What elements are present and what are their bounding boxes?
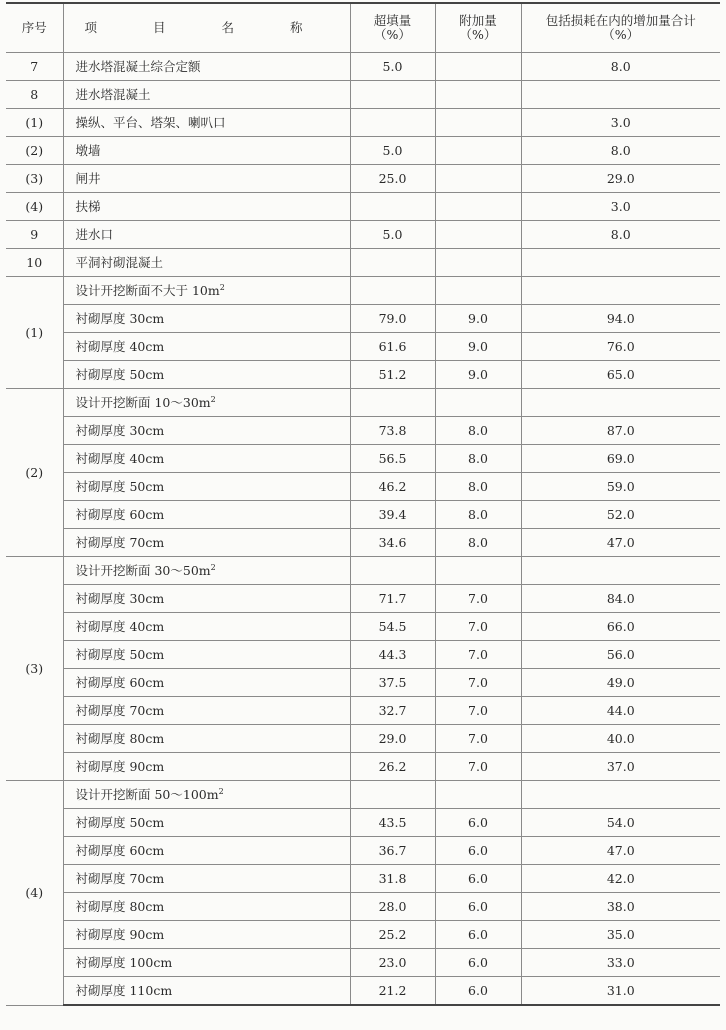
group-title-superscript: 2: [210, 394, 216, 404]
row-name: 衬砌厚度 40cm: [63, 613, 350, 641]
group-title-superscript: 2: [218, 786, 224, 796]
row-name: 衬砌厚度 70cm: [63, 697, 350, 725]
row-name: 衬砌厚度 30cm: [63, 585, 350, 613]
row-total: 76.0: [521, 333, 720, 361]
row-name: 衬砌厚度 50cm: [63, 809, 350, 837]
row-overfill: 79.0: [350, 305, 435, 333]
group-total: [521, 277, 720, 305]
table-row: [6, 585, 720, 613]
row-total: 47.0: [521, 837, 720, 865]
row-name: 进水塔混凝土综合定额: [63, 53, 350, 81]
row-overfill: 31.8: [350, 865, 435, 893]
header-overfill-label: 超填量: [373, 13, 412, 28]
row-seq: 10: [6, 249, 63, 277]
row-name: 衬砌厚度 40cm: [63, 445, 350, 473]
row-total: 66.0: [521, 613, 720, 641]
group-overfill: [350, 389, 435, 417]
group-seq: (3): [6, 557, 63, 781]
group-title: [63, 781, 350, 809]
row-overfill: 5.0: [350, 221, 435, 249]
row-overfill: 26.2: [350, 753, 435, 781]
table-row: [6, 753, 720, 781]
row-total: 40.0: [521, 725, 720, 753]
group-addition: [435, 277, 521, 305]
row-overfill: [350, 193, 435, 221]
row-name: 衬砌厚度 30cm: [63, 417, 350, 445]
row-overfill: 61.6: [350, 333, 435, 361]
table-row: [6, 529, 720, 557]
table-row: [6, 333, 720, 361]
row-seq: (2): [6, 137, 63, 165]
row-total: 35.0: [521, 921, 720, 949]
table-header: [6, 3, 720, 53]
row-overfill: 28.0: [350, 893, 435, 921]
row-name: 衬砌厚度 50cm: [63, 473, 350, 501]
group-title-text: 设计开挖断面 10～30m: [75, 394, 211, 410]
row-total: 47.0: [521, 529, 720, 557]
table-row: [6, 165, 720, 193]
header-row: [6, 3, 720, 53]
group-addition: [435, 389, 521, 417]
row-addition: 8.0: [435, 501, 521, 529]
row-total: 65.0: [521, 361, 720, 389]
row-name: 衬砌厚度 100cm: [63, 949, 350, 977]
row-addition: 7.0: [435, 669, 521, 697]
row-addition: [435, 165, 521, 193]
row-name: 衬砌厚度 70cm: [63, 529, 350, 557]
row-total: 56.0: [521, 641, 720, 669]
row-addition: 8.0: [435, 417, 521, 445]
table-row: [6, 501, 720, 529]
header-seq: 序号: [6, 3, 63, 53]
group-title-row: [6, 389, 720, 417]
row-addition: 7.0: [435, 585, 521, 613]
row-total: [521, 81, 720, 109]
row-total: 8.0: [521, 137, 720, 165]
group-overfill: [350, 277, 435, 305]
table-row: [6, 417, 720, 445]
row-name: 衬砌厚度 80cm: [63, 725, 350, 753]
table-row: [6, 193, 720, 221]
row-seq: 9: [6, 221, 63, 249]
row-overfill: 39.4: [350, 501, 435, 529]
group-title-text: 设计开挖断面 30～50m: [75, 562, 211, 578]
header-total: [521, 3, 720, 53]
row-name: 衬砌厚度 90cm: [63, 921, 350, 949]
row-addition: 9.0: [435, 361, 521, 389]
header-addition-label: 附加量: [459, 13, 497, 28]
row-addition: [435, 109, 521, 137]
row-addition: 7.0: [435, 613, 521, 641]
row-name: 进水塔混凝土: [63, 81, 350, 109]
group-title-superscript: 2: [210, 562, 216, 572]
row-overfill: 25.2: [350, 921, 435, 949]
table-row: [6, 137, 720, 165]
row-total: 8.0: [521, 221, 720, 249]
table-row: [6, 249, 720, 277]
table-row: [6, 921, 720, 949]
group-addition: [435, 781, 521, 809]
row-addition: 8.0: [435, 529, 521, 557]
group-total: [521, 781, 720, 809]
row-addition: 6.0: [435, 921, 521, 949]
table-row: [6, 473, 720, 501]
row-addition: [435, 137, 521, 165]
table-row: [6, 613, 720, 641]
table-row: [6, 893, 720, 921]
row-addition: 9.0: [435, 305, 521, 333]
row-overfill: 29.0: [350, 725, 435, 753]
table-row: [6, 949, 720, 977]
row-overfill: 5.0: [350, 137, 435, 165]
row-addition: 6.0: [435, 949, 521, 977]
row-total: 29.0: [521, 165, 720, 193]
row-overfill: 44.3: [350, 641, 435, 669]
table-row: [6, 53, 720, 81]
table-row: [6, 669, 720, 697]
group-seq: (1): [6, 277, 63, 389]
row-name: 衬砌厚度 30cm: [63, 305, 350, 333]
row-addition: 8.0: [435, 473, 521, 501]
row-total: 38.0: [521, 893, 720, 921]
row-overfill: 36.7: [350, 837, 435, 865]
row-total: 94.0: [521, 305, 720, 333]
group-total: [521, 389, 720, 417]
row-overfill: [350, 109, 435, 137]
row-name: 衬砌厚度 50cm: [63, 361, 350, 389]
row-name: 衬砌厚度 60cm: [63, 669, 350, 697]
row-name: 扶梯: [63, 193, 350, 221]
row-name: 平洞衬砌混凝土: [63, 249, 350, 277]
group-title-row: [6, 557, 720, 585]
row-total: 31.0: [521, 977, 720, 1006]
header-addition: [435, 3, 521, 53]
row-total: 3.0: [521, 109, 720, 137]
row-name: 衬砌厚度 90cm: [63, 753, 350, 781]
row-total: 42.0: [521, 865, 720, 893]
row-addition: 7.0: [435, 697, 521, 725]
row-overfill: 56.5: [350, 445, 435, 473]
row-total: 87.0: [521, 417, 720, 445]
row-addition: 6.0: [435, 865, 521, 893]
row-name: 进水口: [63, 221, 350, 249]
row-overfill: 51.2: [350, 361, 435, 389]
group-title: [63, 557, 350, 585]
table-row: [6, 865, 720, 893]
row-addition: 7.0: [435, 725, 521, 753]
header-total-label: 包括损耗在内的增加量合计: [545, 13, 696, 28]
row-overfill: 71.7: [350, 585, 435, 613]
row-seq: 8: [6, 81, 63, 109]
row-total: 84.0: [521, 585, 720, 613]
row-addition: 6.0: [435, 837, 521, 865]
group-overfill: [350, 557, 435, 585]
row-total: 69.0: [521, 445, 720, 473]
row-seq: 7: [6, 53, 63, 81]
row-overfill: 32.7: [350, 697, 435, 725]
group-title-row: [6, 781, 720, 809]
table-row: [6, 977, 720, 1006]
row-overfill: [350, 249, 435, 277]
row-total: 44.0: [521, 697, 720, 725]
row-name: 衬砌厚度 40cm: [63, 333, 350, 361]
row-overfill: 21.2: [350, 977, 435, 1006]
group-title-row: [6, 277, 720, 305]
group-title-superscript: 2: [219, 282, 225, 292]
row-total: [521, 249, 720, 277]
header-total-unit: （%）: [602, 27, 640, 42]
row-total: 37.0: [521, 753, 720, 781]
header-name-text: 项 目 名 称: [84, 20, 329, 35]
table-row: [6, 109, 720, 137]
row-name: 衬砌厚度 60cm: [63, 837, 350, 865]
table-row: [6, 305, 720, 333]
row-overfill: 34.6: [350, 529, 435, 557]
row-seq: (3): [6, 165, 63, 193]
row-overfill: 54.5: [350, 613, 435, 641]
group-total: [521, 557, 720, 585]
table-row: [6, 809, 720, 837]
group-seq: (2): [6, 389, 63, 557]
group-title: [63, 277, 350, 305]
row-addition: [435, 81, 521, 109]
table-row: [6, 837, 720, 865]
table-row: [6, 725, 720, 753]
row-overfill: 5.0: [350, 53, 435, 81]
row-addition: [435, 193, 521, 221]
row-total: 59.0: [521, 473, 720, 501]
row-name: 闸井: [63, 165, 350, 193]
table-row: [6, 641, 720, 669]
header-overfill: [350, 3, 435, 53]
table-row: [6, 221, 720, 249]
row-overfill: 37.5: [350, 669, 435, 697]
row-addition: 6.0: [435, 977, 521, 1006]
row-addition: [435, 53, 521, 81]
row-name: 墩墙: [63, 137, 350, 165]
group-title-text: 设计开挖断面 50～100m: [75, 786, 219, 802]
row-name: 衬砌厚度 80cm: [63, 893, 350, 921]
concrete-increment-table: [6, 2, 720, 1006]
group-title: [63, 389, 350, 417]
row-addition: 7.0: [435, 753, 521, 781]
table-row: [6, 361, 720, 389]
row-total: 33.0: [521, 949, 720, 977]
table-body: [6, 53, 720, 1006]
row-addition: 6.0: [435, 809, 521, 837]
row-addition: [435, 221, 521, 249]
row-total: 49.0: [521, 669, 720, 697]
row-addition: 7.0: [435, 641, 521, 669]
row-addition: [435, 249, 521, 277]
row-total: 8.0: [521, 53, 720, 81]
header-name: [63, 3, 350, 53]
row-addition: 9.0: [435, 333, 521, 361]
row-overfill: 73.8: [350, 417, 435, 445]
row-total: 3.0: [521, 193, 720, 221]
row-seq: (1): [6, 109, 63, 137]
row-total: 54.0: [521, 809, 720, 837]
row-name: 衬砌厚度 50cm: [63, 641, 350, 669]
row-name: 衬砌厚度 70cm: [63, 865, 350, 893]
row-total: 52.0: [521, 501, 720, 529]
table-row: [6, 445, 720, 473]
group-overfill: [350, 781, 435, 809]
row-overfill: [350, 81, 435, 109]
row-name: 操纵、平台、塔架、喇叭口: [63, 109, 350, 137]
table-row: [6, 81, 720, 109]
table-row: [6, 697, 720, 725]
group-seq: (4): [6, 781, 63, 1006]
header-overfill-unit: （%）: [374, 27, 411, 42]
header-addition-unit: （%）: [459, 27, 497, 42]
row-overfill: 23.0: [350, 949, 435, 977]
row-overfill: 25.0: [350, 165, 435, 193]
row-seq: (4): [6, 193, 63, 221]
row-name: 衬砌厚度 110cm: [63, 977, 350, 1006]
row-name: 衬砌厚度 60cm: [63, 501, 350, 529]
group-title-text: 设计开挖断面不大于 10m: [75, 282, 220, 298]
row-addition: 8.0: [435, 445, 521, 473]
row-overfill: 43.5: [350, 809, 435, 837]
group-addition: [435, 557, 521, 585]
row-addition: 6.0: [435, 893, 521, 921]
row-overfill: 46.2: [350, 473, 435, 501]
